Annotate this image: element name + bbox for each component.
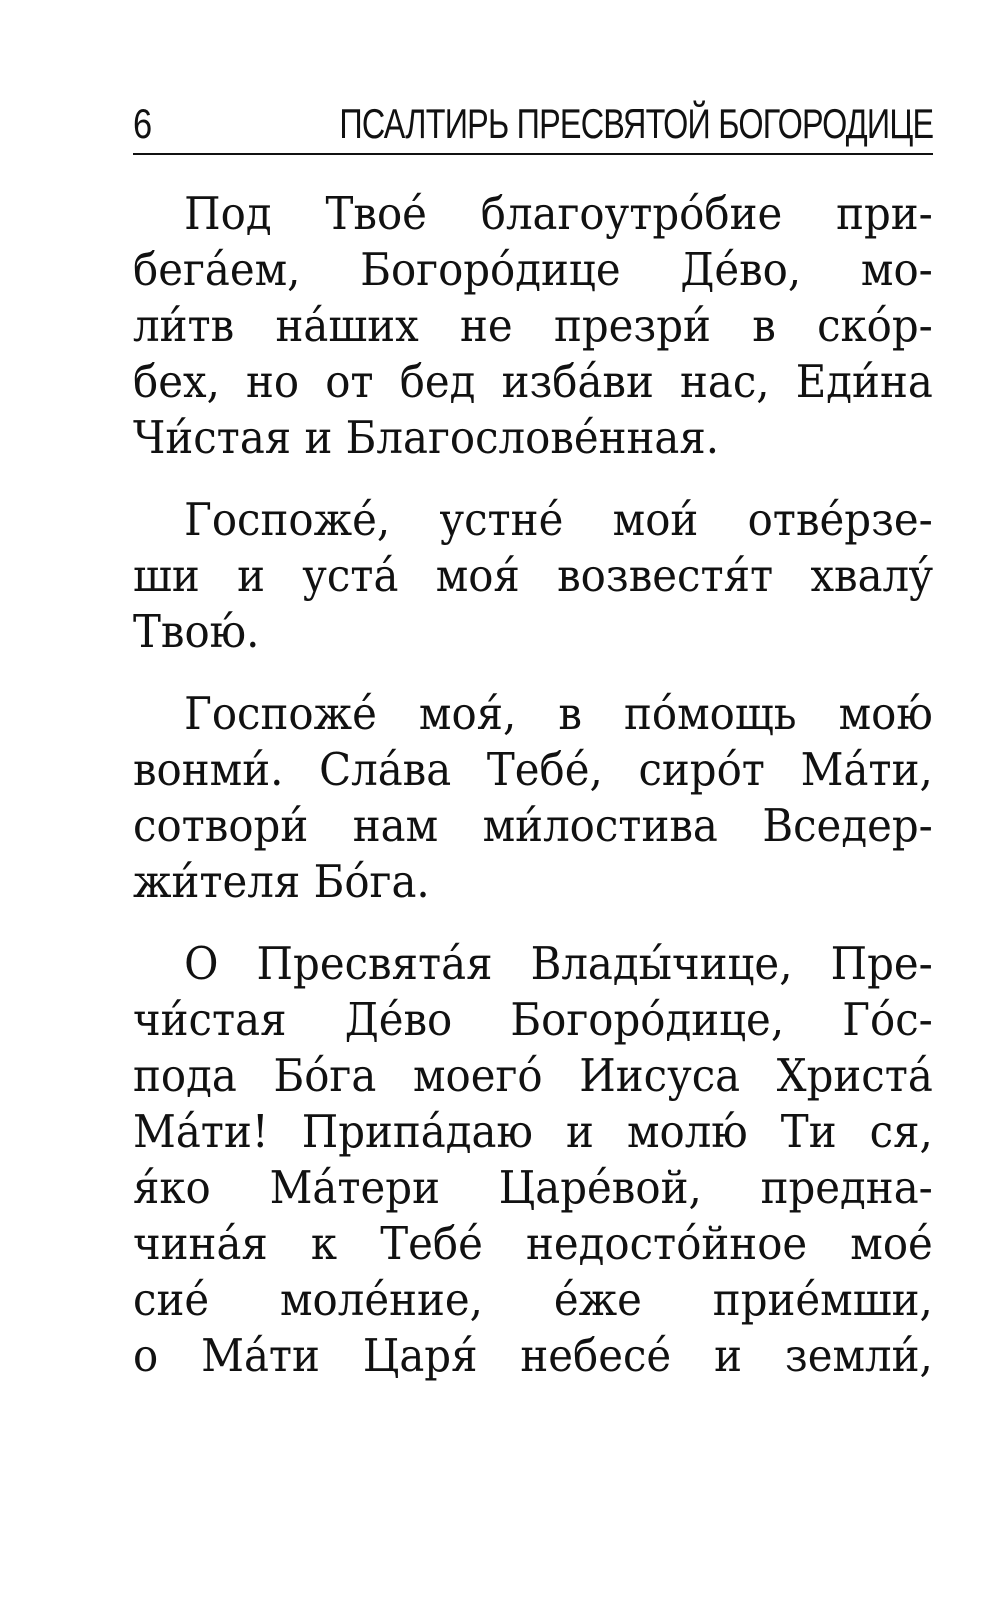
text-line: чи́стая Дéво Богорóдице, Гóс- — [133, 993, 933, 1046]
text-line: жи́теля Бóга. — [133, 855, 430, 908]
text-line: О Пресвятáя Влады́чице, Пре- — [184, 937, 933, 990]
text-line: сиé молéние, éже приéмши, — [133, 1273, 933, 1326]
running-title: ПСАЛТИРЬ ПРЕСВЯТОЙ БОГОРОДИЦЕ — [339, 100, 933, 147]
running-head — [133, 94, 933, 154]
text-line: сотвори́ нам ми́лостива Вседер- — [133, 799, 933, 852]
text-line: чинáя к Тебé недостóйное моé — [133, 1217, 933, 1270]
paragraph-2 — [133, 492, 933, 660]
text-line: бегáем, Богорóдице Дéво, мо- — [133, 243, 933, 296]
text-line: о Мáти Царя́ небесé и земли́, — [133, 1329, 933, 1382]
text-line: ши и устá моя́ возвестя́т хвалý — [133, 549, 933, 602]
text-line: пода Бóга моегó Иисуса Христá — [133, 1049, 933, 1102]
text-line: Мáти! Припáдаю и молю́ Ти ся, — [133, 1105, 933, 1158]
text-line: я́ко Мáтери Царéвой, предна- — [133, 1161, 933, 1214]
text-line: Госпожé моя́, в пóмощь мою́ — [184, 687, 933, 740]
text-line: Твою́. — [133, 605, 260, 658]
text-line: Под Твоé благоутрóбие при- — [184, 187, 933, 240]
text-line: бех, но от бед избáви нас, Еди́на — [133, 355, 933, 408]
text-line: ли́тв нáших не презри́ в скóр- — [133, 299, 933, 352]
body-text — [133, 186, 933, 1410]
header-rule — [133, 153, 933, 155]
text-line: Госпожé, устнé мои́ отвéрзе- — [184, 493, 933, 546]
text-line: Чи́стая и Благословéнная. — [133, 411, 720, 464]
paragraph-4 — [133, 936, 933, 1384]
paragraph-1 — [133, 186, 933, 466]
text-line: вонми́. Слáва Тебé, сирóт Мáти, — [133, 743, 933, 796]
page-number: 6 — [133, 100, 153, 147]
paragraph-3 — [133, 686, 933, 910]
